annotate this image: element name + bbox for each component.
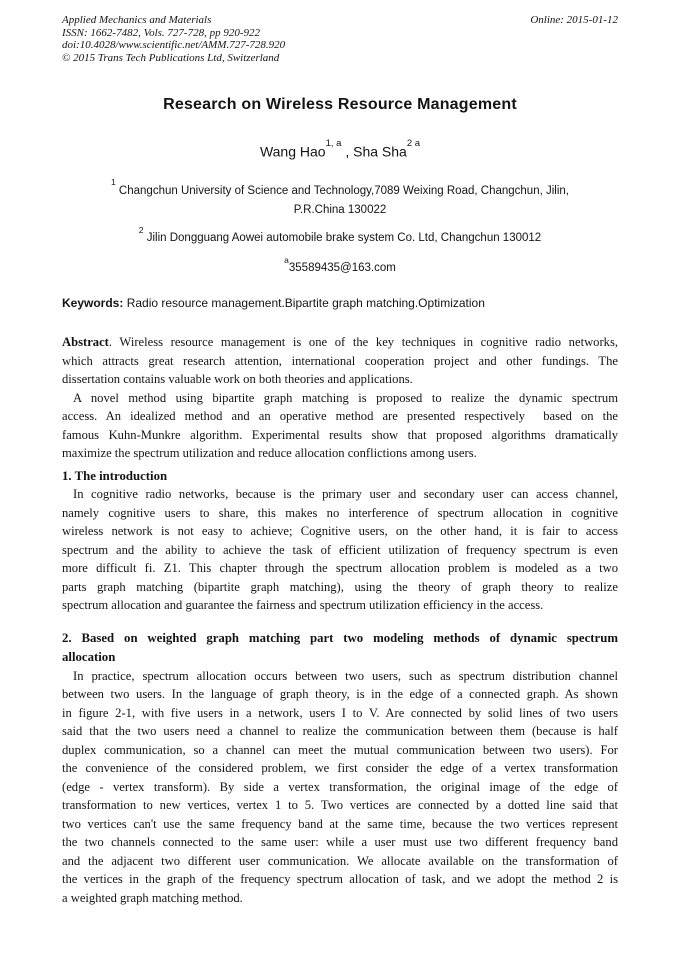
- text-line: the vertices in the graph of the frequency spectrum allocation of task, and we adopt the method 2 is: [62, 872, 618, 887]
- affiliation-1-line-1: [62, 176, 618, 201]
- text-line: more difficult fi. Z1. This chapter through the spectrum allocation problem is modeled as a two: [62, 561, 618, 576]
- text-line: and the adjacent two different user communication. We allocate available on the transformation of: [62, 853, 618, 868]
- author-2-superscript: 2 a: [406, 138, 421, 149]
- author-1-name: Wang Hao: [259, 143, 326, 160]
- author-2-name: Sha Sha: [353, 143, 407, 160]
- text-line: access. An idealized method and an operative method are presented respectively based on the: [62, 409, 618, 424]
- text-line: between two users. In the language of graph theory, is in the edge of a connected graph. As shown: [62, 687, 618, 702]
- email-superscript: a: [284, 254, 289, 265]
- issn-line: ISSN: 1662-7482, Vols. 727-728, pp 920-922: [62, 26, 260, 39]
- affiliation-2: [62, 226, 618, 245]
- text-line: transformation to new vertices, vertex 1 to 5. Two vertices are connected by a dotted line said that: [62, 798, 618, 813]
- affiliation-1-text: Changchun University of Science and Technology,7089 Weixing Road, Changchun, Jilin,: [115, 184, 569, 197]
- text-line: wireless network is not easy to achieve; Cognitive users, on the other hand, it is fair to access: [62, 524, 618, 539]
- authors-line: [62, 140, 618, 161]
- text-line: maximize the spectrum utilization and reduce allocation conflictions among users.: [62, 446, 477, 461]
- abstract-label: Abstract: [62, 335, 109, 350]
- affiliation-1-line-2: P.R.China 130022: [293, 204, 387, 217]
- author-separator: ,: [341, 143, 354, 160]
- text-line: two vertices can't use the same frequency band at the same time, because the two vertices represent: [62, 816, 618, 831]
- section-heading-2-line-1: 2. Based on weighted graph matching part two modeling methods of dynamic spectrum: [62, 630, 618, 645]
- paper-title: Research on Wireless Resource Management: [163, 96, 517, 113]
- copyright-line: © 2015 Trans Tech Publications Ltd, Switzerland: [62, 51, 280, 64]
- section-heading-1: 1. The introduction: [62, 468, 168, 483]
- text-line: the two channels connected to the same user: while a user must use two different frequency band: [62, 835, 618, 850]
- email-address: 35589435@163.com: [288, 262, 396, 275]
- author-1-superscript: 1, a: [325, 138, 342, 149]
- text-line: [62, 333, 618, 352]
- text-line: said that the two users need a channel to realize the communication between them (because is half: [62, 724, 618, 739]
- text-line: (edge - vertex transform). By side a vertex transformation, the original image of the edge of: [62, 779, 618, 794]
- abstract-paragraph-1: [62, 333, 618, 389]
- doi-line: doi:10.4028/www.scientific.net/AMM.727-728.920: [62, 39, 286, 51]
- running-head: [62, 0, 618, 64]
- keywords-line: [62, 296, 618, 310]
- text-line: dissertation contains valuable work on both theories and applications.: [62, 372, 413, 387]
- section-2-paragraph: [62, 667, 618, 908]
- abstract-paragraph-2: [62, 389, 618, 463]
- text-line: In cognitive radio networks, because is the primary user and secondary user can access channel,: [73, 487, 618, 502]
- text-line: duplex communication, so a channel can meet the mutual communication between two users). For: [62, 742, 618, 757]
- text-line: namely cognitive users to share, this makes no interference of spectrum allocation in cognitive: [62, 505, 618, 520]
- text-line: the convenience of the considered problem, we first consider the edge of a vertex transformation: [62, 761, 618, 776]
- section-1-paragraph: [62, 485, 618, 615]
- text-line: in figure 2-1, with five users in a network, users I to V. Are connected by solid lines of two users: [62, 705, 618, 720]
- keywords-text: Radio resource management.Bipartite graph matching.Optimization: [123, 296, 485, 311]
- text-line: famous Kuhn-Munkre algorithm. Experimental results show that proposed algorithms dramatically: [62, 427, 618, 442]
- text-line: spectrum allocation and guarantee the fairness and spectrum utilization efficiency in the access.: [62, 598, 544, 613]
- abstract-line-1: . Wireless resource management is one of the key techniques in cognitive radio networks,: [108, 335, 618, 350]
- paper-body: [62, 333, 618, 907]
- text-line: spectrum and the ability to achieve the task of efficient utilization of frequency spectrum is even: [62, 542, 618, 557]
- section-heading-2-line-2: allocation: [62, 649, 116, 664]
- affiliation-2-text: Jilin Dongguang Aowei automobile brake system Co. Ltd, Changchun 130012: [143, 232, 542, 245]
- text-line: In practice, spectrum allocation occurs between two users, such as spectrum distribution channel: [73, 668, 618, 683]
- online-date: Online: 2015-01-12: [530, 14, 618, 26]
- affiliation-1: [62, 176, 618, 221]
- email-line: [62, 256, 618, 275]
- affiliation-1-superscript: 1: [111, 177, 116, 188]
- affiliation-2-superscript: 2: [138, 224, 144, 235]
- text-line: which attracts great research attention, international cooperation project and other fundings. The: [62, 353, 618, 368]
- running-head-left: [62, 14, 285, 64]
- keywords-label: Keywords:: [62, 296, 124, 311]
- text-line: parts graph matching (bipartite graph matching), using the theory of graph theory to realize: [62, 579, 618, 594]
- text-line: A novel method using bipartite graph matching is proposed to realize the dynamic spectrum: [73, 390, 618, 405]
- journal-name: Applied Mechanics and Materials: [62, 14, 212, 26]
- section-heading-2: [62, 629, 618, 667]
- text-line: a weighted graph matching method.: [62, 890, 243, 905]
